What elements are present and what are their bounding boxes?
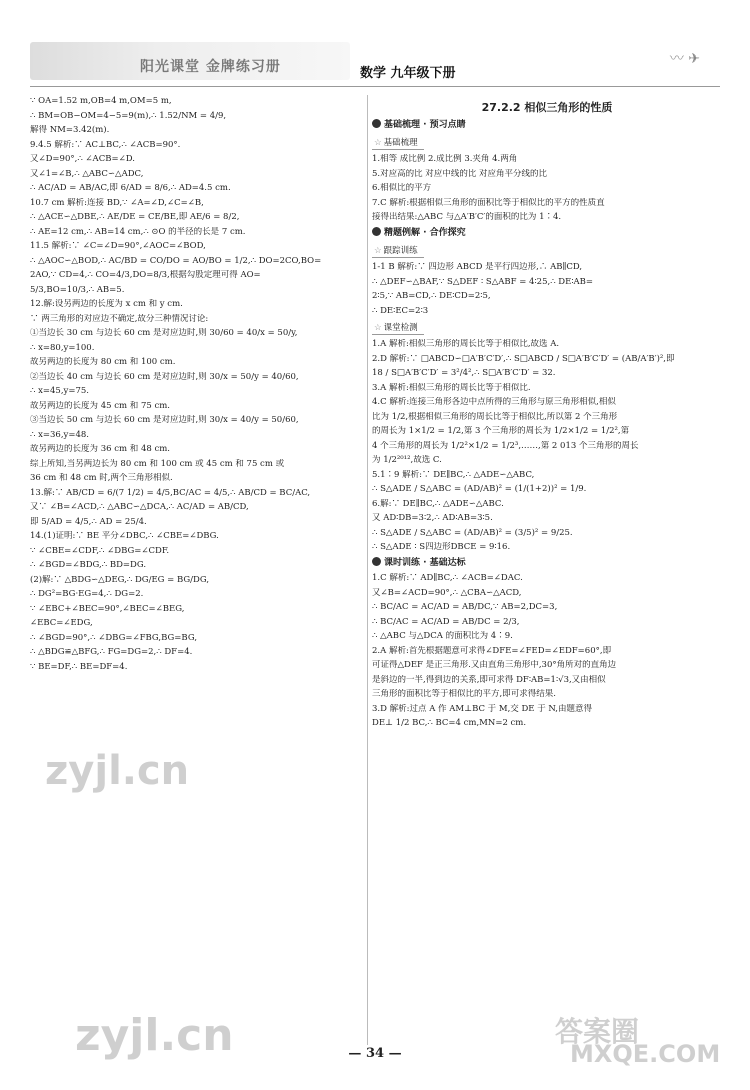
- answer-line: 3.D 解析:过点 A 作 AM⊥BC 于 M,交 DE 于 N,由题意得: [372, 703, 593, 714]
- answer-line: 又 AD∶DB=3∶2,∴ AD∶AB=3∶5.: [372, 513, 493, 523]
- answer-line: 9.4.5 解析:∵ AC⊥BC,∴ ∠ACB=90°.: [30, 139, 181, 150]
- star-icon: ☆: [374, 138, 382, 148]
- answer-line: 6.相似比的平方: [372, 183, 432, 193]
- section-bar-label: 基础梳理 · 预习点睛: [384, 120, 466, 130]
- answer-line: ∵ OA=1.52 m,OB=4 m,OM=5 m,: [30, 96, 172, 106]
- answer-line: 12.解:设另两边的长度为 x cm 和 y cm.: [30, 299, 183, 309]
- answer-line: 1-1 B 解析:∵ 四边形 ABCD 是平行四边形,∴ AB∥CD,: [372, 262, 583, 272]
- answer-line: ∠EBC=∠EDG,: [30, 618, 93, 628]
- answer-line: ∴ S△ADE / S△ABC = (AD/AB)² = (1/(1+2))² = 1/9.: [372, 484, 587, 494]
- practice-answers: [372, 573, 722, 729]
- column-divider: [367, 95, 368, 1045]
- subheading-basics: [372, 138, 424, 150]
- section-bar-label: 精题例解 · 合作探究: [384, 228, 466, 238]
- watermark: 答案圈: [555, 1015, 640, 1048]
- answer-line: 解得 NM=3.42(m).: [30, 125, 110, 135]
- answer-line: ∵ 两三角形的对应边不确定,故分三种情况讨论:: [30, 313, 209, 324]
- answer-line: 即 5/AD = 4/5,∴ AD = 25/4.: [30, 516, 147, 527]
- left-column: [30, 96, 360, 676]
- tracking-answers: [372, 262, 722, 317]
- answer-line: 综上所知,当另两边长为 80 cm 和 100 cm 或 45 cm 和 75 cm 或: [30, 458, 285, 469]
- answer-line: 可证得△DEF 是正三角形.又由直角三角形中,30°角所对的直角边: [372, 660, 617, 670]
- answer-line: 故另两边的长度为 45 cm 和 75 cm.: [30, 400, 170, 411]
- answer-line: ∵ ∠EBC+∠BEC=90°,∠BEC=∠BEG,: [30, 603, 185, 614]
- bullet-icon: [372, 119, 381, 128]
- answer-line: 5.对应高的比 对应中线的比 对应角平分线的比: [372, 168, 548, 179]
- page-number: — 34 —: [348, 1046, 402, 1061]
- bullet-icon: [372, 557, 381, 566]
- answer-line: ∴ S△ADE ∶ S四边形DBCE = 9∶16.: [372, 542, 511, 552]
- answer-line: 1.C 解析:∵ AD∥BC,∴ ∠ACB=∠DAC.: [372, 573, 523, 583]
- answer-line: 5/3,BO=10/3,∴ AB=5.: [30, 284, 125, 295]
- section-title: 27.2.2 相似三角形的性质: [481, 101, 613, 114]
- watermark: zyjl.cn: [75, 1010, 234, 1061]
- answer-line: ①当边长 30 cm 与边长 60 cm 是对应边时,则 30/60 = 40/x = 50/y,: [30, 328, 298, 338]
- answer-line: 14.(1)证明:∵ BE 平分∠DBC,∴ ∠CBE=∠DBG.: [30, 531, 219, 541]
- answer-line: 10.7 cm 解析:连接 BD,∵ ∠A=∠D,∠C=∠B,: [30, 197, 204, 208]
- answer-line: 三角形的面积比等于相似比的平方,即可求得结果.: [372, 689, 556, 699]
- answer-line: 11.5 解析:∵ ∠C=∠D=90°,∠AOC=∠BOD,: [30, 241, 206, 251]
- answer-line: 故另两边的长度为 36 cm 和 48 cm.: [30, 444, 170, 454]
- brand-title: 阳光课堂 金牌练习册: [140, 59, 281, 75]
- answer-line: 2∶5,∵ AB=CD,∴ DE∶CD=2∶5,: [372, 291, 491, 301]
- answer-line: ∴ AE=12 cm,∴ AB=14 cm,∴ ⊙O 的半径的长是 7 cm.: [30, 226, 246, 237]
- answer-line: DE⊥ 1/2 BC,∴ BC=4 cm,MN=2 cm.: [372, 718, 527, 728]
- answer-line: ∴ BM=OB−OM=4−5=9(m),∴ 1.52/NM = 4/9,: [30, 110, 227, 121]
- answer-line: ∴ BC/AC = AC/AD = AB/DC = 2/3,: [372, 616, 520, 627]
- section-bar-practice: [372, 557, 722, 569]
- answer-line: ∴ S△ADE / S△ABC = (AD/AB)² = (3/5)² = 9/25.: [372, 527, 573, 538]
- answer-line: ∴ BC/AC = AC/AD = AB/DC,∵ AB=2,DC=3,: [372, 602, 558, 612]
- answer-line: 又∠D=90°,∴ ∠ACB=∠D.: [30, 154, 135, 164]
- answer-line: ∴ △ABC 与△DCA 的面积比为 4∶9.: [372, 631, 513, 641]
- answer-line: ∴ DE∶EC=2∶3: [372, 305, 429, 316]
- subheading-label: 课堂检测: [383, 323, 418, 333]
- basics-answers: [372, 154, 722, 223]
- answer-line: 36 cm 和 48 cm 时,两个三角形相似.: [30, 473, 173, 483]
- star-icon: ☆: [374, 246, 382, 256]
- answer-line: ∴ △BDG≌△BFG,∴ FG=DG=2,∴ DF=4.: [30, 647, 193, 657]
- answer-line: 1.相等 成比例 2.成比例 3.夹角 4.两角: [372, 154, 518, 164]
- answer-line: 故另两边的长度为 80 cm 和 100 cm.: [30, 357, 176, 367]
- subheading-label: 跟踪训练: [383, 246, 418, 256]
- answer-line: ∴ x=80,y=100.: [30, 342, 95, 353]
- header-divider: [30, 86, 720, 87]
- subheading-tracking: [372, 246, 424, 258]
- answer-line: 是斜边的一半,得到边的关系,即可求得 DF∶AB=1∶√3,又由相似: [372, 674, 606, 685]
- answer-line: ②当边长 40 cm 与边长 60 cm 是对应边时,则 30/x = 50/y = 40/60,: [30, 371, 299, 382]
- answer-line: ∴ AC/AD = AB/AC,即 6/AD = 8/6,∴ AD=4.5 cm.: [30, 183, 231, 193]
- subheading-classroom: [372, 323, 424, 335]
- star-icon: ☆: [374, 323, 382, 333]
- subject-title: 数学 九年级下册: [360, 66, 456, 81]
- section-bar-basics: [372, 119, 722, 131]
- watermark: zyjl.cn: [45, 748, 190, 794]
- answer-line: 的周长为 1×1/2 = 1/2,第 3 个三角形的周长为 1/2×1/2 = 1/2²,第: [372, 426, 630, 436]
- answer-line: ∴ △AOC∽△BOD,∴ AC/BD = CO/DO = AO/BO = 1/2,∴ DO=2CO,BO=: [30, 255, 322, 266]
- bird-decoration-icon: 〰 ✈: [669, 51, 700, 67]
- answer-line: ∴ △DEF∽△BAF,∵ S△DEF ∶ S△ABF = 4∶25,∴ DE∶AB=: [372, 276, 594, 287]
- right-column: [372, 96, 722, 733]
- answer-line: 4.C 解析:连接三角形各边中点所得的三角形与原三角形相似,相似: [372, 397, 616, 407]
- answer-line: 又∵ ∠B=∠ACD,∴ △ABC∽△DCA,∴ AC/AD = AB/CD,: [30, 502, 249, 512]
- answer-line: 2.A 解析:首先根据题意可求得∠DFE=∠FED=∠EDF=60°,即: [372, 645, 612, 656]
- answer-line: ∵ BE=DF,∴ BE=DF=4.: [30, 661, 128, 672]
- subheading-label: 基础梳理: [383, 138, 418, 148]
- answer-line: 2.D 解析:∵ □ABCD∽□A′B′C′D′,∴ S□ABCD / S□A′B′C′D′ = (AB/A′B′)²,即: [372, 353, 675, 364]
- answer-line: 6.解:∵ DE∥BC,∴ △ADE∽△ABC.: [372, 498, 504, 509]
- answer-line: 2AO,∵ CD=4,∴ CO=4/3,DO=8/3,根据勾股定理可得 AO=: [30, 270, 261, 280]
- answer-line: ∴ DG²=BG·EG=4,∴ DG=2.: [30, 589, 144, 599]
- answer-line: 13.解:∵ AB/CD = 6/(7 1/2) = 4/5,BC/AC = 4/5,∴ AB/CD = BC/AC,: [30, 487, 311, 498]
- answer-line: 4 个三角形的周长为 1/2²×1/2 = 1/2³,……,第 2 013 个三角形的周长: [372, 440, 639, 451]
- page-header: [30, 42, 720, 82]
- answer-line: ∵ ∠CBE=∠CDF,∴ ∠DBG=∠CDF.: [30, 545, 170, 556]
- answer-line: (2)解:∵ △BDG∽△DEG,∴ DG/EG = BG/DG,: [30, 574, 210, 585]
- answer-line: 接得出结果:△ABC 与△A′B′C′的面积的比为 1∶4.: [372, 212, 562, 222]
- section-bar-label: 课时训练 · 基础达标: [384, 558, 466, 568]
- bullet-icon: [372, 227, 381, 236]
- answer-line: ∴ x=45,y=75.: [30, 386, 89, 396]
- answer-line: 5.1∶9 解析:∵ DE∥BC,∴ △ADE∽△ABC,: [372, 469, 535, 480]
- answer-line: 又∠1=∠B,∴ △ABC∽△ADC,: [30, 168, 144, 179]
- answer-line: 18 / S□A′B′C′D′ = 3²/4²,∴ S□A′B′C′D′ = 32.: [372, 368, 556, 378]
- answer-line: 1.A 解析:相似三角形的周长比等于相似比,故选 A.: [372, 339, 560, 349]
- answer-line: 3.A 解析:相似三角形的周长比等于相似比.: [372, 382, 531, 393]
- section-bar-examples: [372, 227, 722, 239]
- answer-line: ∴ △ACE∽△DBE,∴ AE/DE = CE/BE,即 AE/6 = 8/2,: [30, 212, 240, 222]
- answer-line: ∴ ∠BGD=90°,∴ ∠DBG=∠FBG,BG=BG,: [30, 632, 198, 643]
- answer-line: 又∠B=∠ACD=90°,∴ △CBA∽△ACD,: [372, 587, 522, 598]
- classroom-answers: [372, 339, 722, 553]
- answer-line: ③当边长 50 cm 与边长 60 cm 是对应边时,则 30/x = 40/y = 50/60,: [30, 415, 299, 425]
- answer-line: 比为 1/2,根据相似三角形的周长比等于相似比,所以第 2 个三角形: [372, 411, 618, 422]
- answer-line: ∴ ∠BGD=∠BDG,∴ BD=DG.: [30, 560, 147, 570]
- watermark: MXQE.COM: [570, 1040, 721, 1068]
- answer-line: ∴ x=36,y=48.: [30, 429, 89, 440]
- answer-line: 为 1/2²⁰¹²,故选 C.: [372, 455, 442, 465]
- answer-line: 7.C 解析:根据相似三角形的面积比等于相似比的平方的性质直: [372, 197, 605, 208]
